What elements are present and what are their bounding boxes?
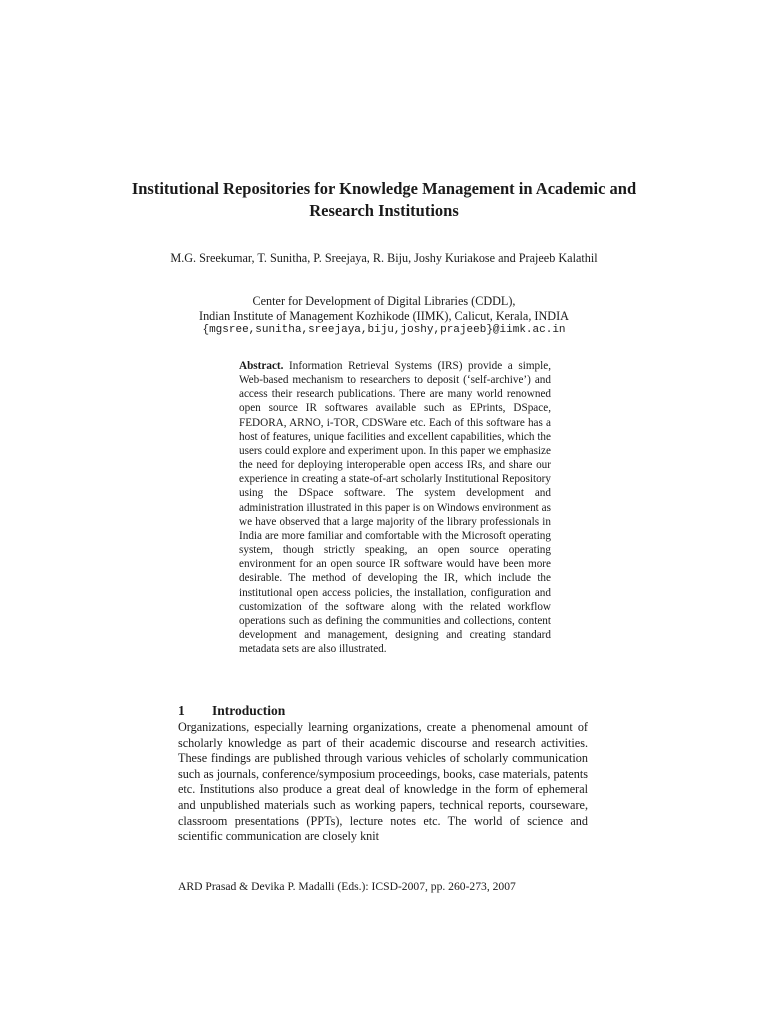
abstract-label: Abstract. (239, 360, 284, 372)
page-footer-citation: ARD Prasad & Devika P. Madalli (Eds.): ICSD-2007, pp. 260-273, 2007 (178, 880, 516, 893)
affiliation-block (120, 294, 648, 338)
section-body-text: Organizations, especially learning organizations, create a phenomenal amount of scholarly knowledge as part of their academic discourse and research activities. These findings are published through various vehicles of scholarly communication such as journals, conference/symposium proceedings, books, case materials, patents etc. Institutions also produce a great deal of knowledge in the form of ephemeral and unpublished materials such as working papers, technical reports, courseware, classroom presentations (PPTs), lecture notes etc. The world of science and scientific communication are closely knit (178, 720, 588, 844)
author-list: M.G. Sreekumar, T. Sunitha, P. Sreejaya, R. Biju, Joshy Kuriakose and Prajeeb Kalathil (170, 251, 598, 265)
abstract (239, 359, 551, 656)
section-heading (178, 703, 285, 719)
section-number: 1 (178, 703, 185, 718)
author-emails: {mgsree,sunitha,sreejaya,biju,joshy,prajeeb}@iimk.ac.in (202, 324, 566, 336)
section-title: Introduction (212, 703, 286, 718)
affiliation-line-1: Center for Development of Digital Libraries (CDDL), (252, 294, 516, 308)
affiliation-line-2: Indian Institute of Management Kozhikode (IIMK), Calicut, Kerala, INDIA (199, 308, 569, 323)
abstract-text: Information Retrieval Systems (IRS) provide a simple, Web-based mechanism to researchers to deposit (‘self-archive’) and access their research publications. There are many world renowned open source IR softwares available such as EPrints, DSpace, FEDORA, ARNO, i-TOR, CDSWare etc. Each of this software has a host of features, unique facilities and excellent capabilities, which the users could explore and experiment upon. In this paper we emphasize the need for deploying interoperable open access IRs, and share our experience in creating a state-of-art scholarly Institutional Repository using the DSpace software. The system development and administration illustrated in this paper is on Windows environment as we have observed that a large majority of the library professionals in India are more familiar and comfortable with the Microsoft operating system, though strictly speaking, an open source operating environment for an open source IR software would have been more desirable. The method of developing the IR, which include the institutional open access policies, the installation, configuration and customization of the software along with the related workflow operations such as defining the communities and collections, content development and management, designing and creating standard metadata sets are also illustrated. (239, 360, 552, 656)
paper-title: Institutional Repositories for Knowledge Management in Academic and Research Institutions (131, 179, 637, 220)
